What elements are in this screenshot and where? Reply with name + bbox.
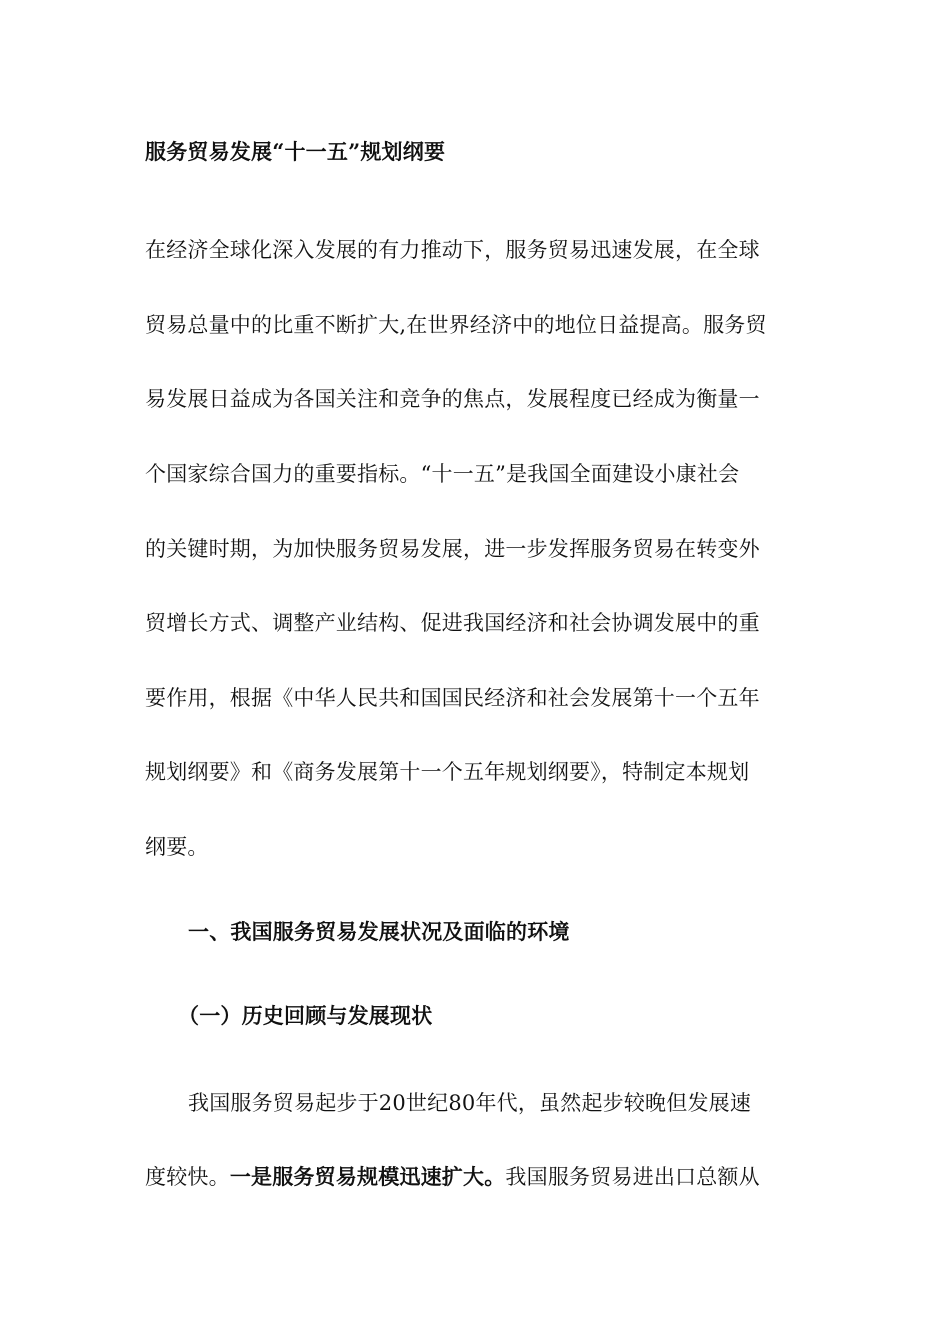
intro-line-4: 个国家综合国力的重要指标。“十一五”是我国全面建设小康社会	[145, 462, 740, 486]
subsection-heading: （一）历史回顾与发展现状	[178, 1003, 433, 1028]
document-title: 服务贸易发展“十一五”规划纲要	[145, 139, 446, 164]
intro-line-3: 易发展日益成为各国关注和竞争的焦点，发展程度已经成为衡量一	[145, 387, 760, 411]
intro-line-5: 的关键时期，为加快服务贸易发展，进一步发挥服务贸易在转变外	[145, 537, 760, 561]
paragraph-2-line-2-start: 度较快。	[145, 1165, 230, 1189]
paragraph-2-line-2-end: 我国服务贸易进出口总额从	[505, 1165, 760, 1189]
intro-line-9: 纲要。	[145, 835, 209, 859]
intro-line-2: 贸易总量中的比重不断扩大,在世界经济中的地位日益提高。服务贸	[145, 313, 767, 337]
intro-line-6: 贸增长方式、调整产业结构、促进我国经济和社会协调发展中的重	[145, 611, 760, 635]
intro-line-7: 要作用，根据《中华人民共和国国民经济和社会发展第十一个五年	[145, 686, 760, 710]
paragraph-2-line-1: 我国服务贸易起步于20世纪80年代，虽然起步较晚但发展速	[188, 1091, 752, 1115]
section-heading: 一、我国服务贸易发展状况及面临的环境	[188, 919, 570, 944]
paragraph-2-line-2	[145, 1163, 760, 1191]
intro-line-1: 在经济全球化深入发展的有力推动下，服务贸易迅速发展，在全球	[145, 238, 760, 262]
intro-line-8: 规划纲要》和《商务发展第十一个五年规划纲要》，特制定本规划	[145, 760, 750, 784]
paragraph-2-bold-point: 一是服务贸易规模迅速扩大。	[229, 1164, 506, 1189]
